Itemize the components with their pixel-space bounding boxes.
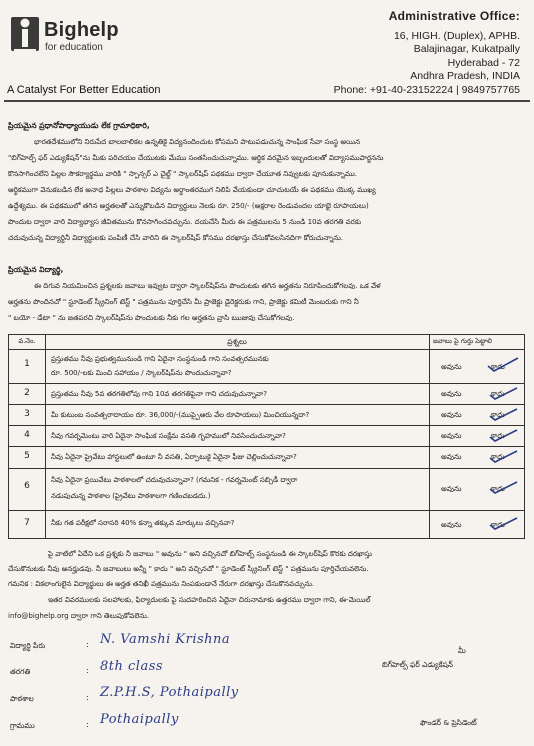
question-text: రూ. 500/-లకు మించి సహాయం / స్కాలర్‌షిప్‌ను పొందుచున్నావా? (51, 369, 232, 377)
paragraph-line: "బిగ్‌హెల్ప్ ఫర్ ఎడ్యుకేషన్"ను మీకు పరిచయం చేయుటకు మేము సంతసించుచున్నాము. ఆర్థిక వరమైన ఇబ్బందులతో విద్యాసముపార్జనను (8, 153, 384, 162)
tick-mark-icon (484, 385, 522, 403)
answer-yes-option[interactable]: అవును (441, 389, 462, 398)
colon: : (86, 720, 89, 729)
eligibility-table (8, 334, 525, 539)
answer-yes-option[interactable]: అవును (441, 452, 462, 461)
answer-no-option[interactable]: కాదు (491, 362, 505, 371)
colon: : (86, 666, 89, 675)
colon: : (86, 693, 89, 702)
address-line: Hyderabad - 72 (447, 56, 520, 69)
bighelp-logo-icon (10, 13, 40, 53)
row-number: 7 (24, 518, 30, 528)
paragraph-line: భారతదేశములోని నిరుపేద బాలబాలికల ఉన్నతికై విద్యనందించుట కోసమని పాటుపడుచున్న సాంఘిక సేవా సంస్థ అయిన (34, 137, 361, 146)
paragraph-line: చదువుచున్న విద్యార్థినీ విద్యార్థులకు పంపిణీ చేసి వారిని ఈ స్కాలర్‌షిప్ కోసము దరఖాస్తు చేసుకోవలసినదిగా కోరుచున్నాను. (8, 233, 344, 242)
row-number: 1 (24, 359, 30, 369)
paragraph-line: ఉద్దేశ్యము. ఈ పథకములో తగిన అర్హతలతో ఎన్నుకొబడిన విద్యార్థులు నెలకు రూ. 250/- (అక్షరాల రెండువందల యాభై రూపాయలు) (8, 201, 369, 210)
table-row (9, 383, 524, 405)
question-text: నీకు గత పరీక్షలో సరాసరి 40% కన్నా తక్కువ మార్కులు వచ్చినవా? (51, 519, 235, 527)
question-text: ప్రస్తుతము నీవు ప్రభుత్వమునుండి గాని ఏదైనా సంస్థనుండి గాని సంవత్సరమునకు (51, 355, 269, 363)
answer-no-option[interactable]: కాదు (491, 389, 505, 398)
tick-mark-icon (484, 479, 522, 497)
paragraph-line: ఇతర వివరములకు సలహాలకు, ఫిర్యాదులకు పై సుదహరించిన ఏదైనా చిరునామాకు ఉత్తరము ద్వారా గాని, ఈ-మెయిల్ (48, 595, 371, 604)
question-text: ప్రస్తుతము నీవు 5వ తరగతిలోపు గాని 10వ తరగతిపైనా గాని చదువుచున్నావా? (51, 390, 267, 398)
question-text: నీవు గవర్నమెంటు వారి ఏదైనా సాంఘిక సంక్షేమ వసతి గృహములో నివసించుచున్నావా? (51, 432, 286, 440)
paragraph-line: చేసుకొనుటకు నీవు అనర్హుడవు. నీ జవాబులు అన్నీ " కాదు " అని వచ్చినచో " స్టూడెంట్ స్క్రీనింగ్ టెస్ట్ " పత్రమును పూర్తిచేయవలెను. (8, 564, 369, 573)
address-line: Andhra Pradesh, INDIA (410, 70, 520, 83)
table-row (9, 468, 524, 511)
answer-no-option[interactable]: కాదు (491, 431, 505, 440)
question-text: నీవు ఏదైనా ప్రైవేటు హాస్టలులో ఉంటూ నీ వసతి, ఏర్పాటుకై ఏదైనా ఫీజు చెల్లించుచున్నావా? (51, 453, 297, 461)
table-row (9, 404, 524, 426)
table-row (9, 425, 524, 447)
phone: Phone: +91-40-23152224 | 9849757765 (333, 83, 520, 96)
student-name-label: విద్యార్థి పేరు (10, 641, 46, 650)
signoff-role: ఫౌండర్ & ప్రెసిడెంట్ (420, 718, 477, 727)
village-value: Pothaipally (100, 712, 179, 727)
question-text: మీ కుటుంబ సంవత్సరాదాయం రూ. 36,000/-(ముప్పైఆరు వేల రూపాయలు) మించియున్నదా? (51, 411, 310, 419)
tick-mark-icon (484, 515, 522, 533)
table-row (9, 349, 524, 384)
student-name-value: N. Vamshi Krishna (100, 632, 231, 647)
answer-no-option[interactable]: కాదు (491, 484, 505, 493)
paragraph-line: ఈ దిగువ నియమించిన ప్రశ్నలకు జవాబు ఇవ్వుట ద్వారా స్కాలర్‌షిప్‌ను పొందుటకు తగిన అర్హతను నిరూపించుకోగలవు. ఒక వేళ (34, 281, 381, 290)
school-label: పాఠశాల (10, 694, 34, 703)
signoff-organization: బిగ్‌హెల్ప్ ఫర్ ఎడ్యుకేషన్ (382, 660, 453, 669)
question-text: నీవు ఏదైనా ప్రయివేటు పాఠశాలలో చదువుచున్నావా? (గమనిక - గవర్నమెంట్ సబ్సిడీ ద్వారా (51, 476, 298, 484)
class-value: 8th class (100, 659, 164, 674)
header-divider (4, 100, 530, 102)
answer-yes-option[interactable]: అవును (441, 410, 462, 419)
office-title: Administrative Office: (388, 9, 520, 23)
table-row (9, 446, 524, 469)
row-number: 3 (24, 409, 30, 419)
class-label: తరగతి (10, 667, 31, 676)
row-number: 2 (24, 388, 30, 398)
answer-yes-option[interactable]: అవును (441, 362, 462, 371)
colon: : (86, 640, 89, 649)
column-header-answer: జవాబు పై గుర్తు పెట్టాలి (433, 337, 492, 345)
paragraph-line: " బయో - డేటా " ను జతపరచి స్కాలర్‌షిప్‌ను పొందుటకు నీకు గల అర్హతను వ్రాసి ఋజువు చేసుకోగలవు. (8, 313, 295, 322)
answer-yes-option[interactable]: అవును (441, 520, 462, 529)
address-line: 16, HIGH. (Duplex), APHB. (393, 29, 520, 42)
tick-mark-icon (484, 406, 522, 424)
brand-subtitle: for education (45, 42, 103, 53)
signoff-yours: మీ (458, 646, 466, 655)
row-number: 5 (24, 451, 30, 461)
village-label: గ్రామము (10, 721, 35, 730)
paragraph-line: అర్హతను పొందినచో " స్టూడెంట్ స్క్రీనింగ్ టెస్ట్ " పత్రమును పూర్తిచేసి మీ ప్రాజెక్టు డైరెక్టరుకు గాని, ప్రాజెక్టు కమిటీ మెంబరుకు గాని నీ (8, 297, 359, 306)
tick-mark-icon (484, 448, 522, 466)
note-line: గమనిక : వికలాంగులైన విద్యార్థులు ఈ అర్హత తనిఖీ పత్రమును నింపకుండానే నేరుగా దరఖాస్తు చేసుకొనవచ్చును. (8, 579, 315, 588)
paragraph-line: పై వాటిలో ఏదేని ఒక ప్రశ్నకు నీ జవాబు " అవును " అని వచ్చినచో బిగ్‌హెల్ప్ సంస్థనుండి ఈ స్కాలర్‌షిప్ కొరకు దరఖాస్తు (48, 549, 372, 558)
salutation-student: ప్రియమైన విద్యార్థి, (8, 265, 64, 274)
contact-line: info@bighelp.org ద్వారా గాని తెలుపుకోవలెను. (8, 611, 150, 620)
row-number: 6 (24, 481, 30, 491)
paragraph-line: పొందుట ద్వారా వారి విద్యాభ్యాస జీవితమును కొనసాగించవచ్చును. దయచేసి మీరు ఈ పత్రములను 5 నుండి 10వ తరగతి వరకు (8, 217, 362, 226)
paragraph-line: కొనసాగించలేని పిల్లల సౌకర్యార్థము వారికి " స్పాన్సర్ ఎ చైల్డ్ " స్కాలర్‌షిప్ పథకము ద్వారా చేయూత నివ్వుటకు పూనుకున్నాము. (8, 169, 358, 178)
question-text: నడుపుచున్న పాఠశాల (ప్రైవేటు పాఠశాలగా గణించబడదు.) (51, 492, 211, 500)
brand-name: Bighelp (44, 19, 119, 41)
paragraph-line: ఆర్థికముగా వెనుకబడిన లేక అనాధ పిల్లలు పాఠశాల విద్యను అర్థాంతరముగ నిలిపి వేయకుండా చూచుటయే ఈ పథకము యొక్క ముఖ్య (8, 185, 376, 194)
salutation-headmaster: ప్రియమైన ప్రధానోపాధ్యాయుడు లేక గ్రామాధికారి, (8, 121, 150, 130)
answer-yes-option[interactable]: అవును (441, 431, 462, 440)
column-header-questions: ప్రశ్నలు (227, 337, 247, 346)
answer-yes-option[interactable]: అవును (441, 484, 462, 493)
row-number: 4 (24, 430, 30, 440)
tick-mark-icon (484, 356, 522, 374)
table-row (9, 510, 524, 539)
answer-no-option[interactable]: కాదు (491, 410, 505, 419)
column-header-number: వ.నెం. (18, 337, 36, 345)
school-value: Z.P.H.S, Pothaipally (100, 685, 239, 700)
tagline: A Catalyst For Better Education (7, 84, 161, 96)
office-address (320, 10, 520, 98)
answer-no-option[interactable]: కాదు (491, 452, 505, 461)
address-line: Balajinagar, Kukatpally (413, 43, 520, 56)
answer-no-option[interactable]: కాదు (491, 520, 505, 529)
tick-mark-icon (484, 427, 522, 445)
